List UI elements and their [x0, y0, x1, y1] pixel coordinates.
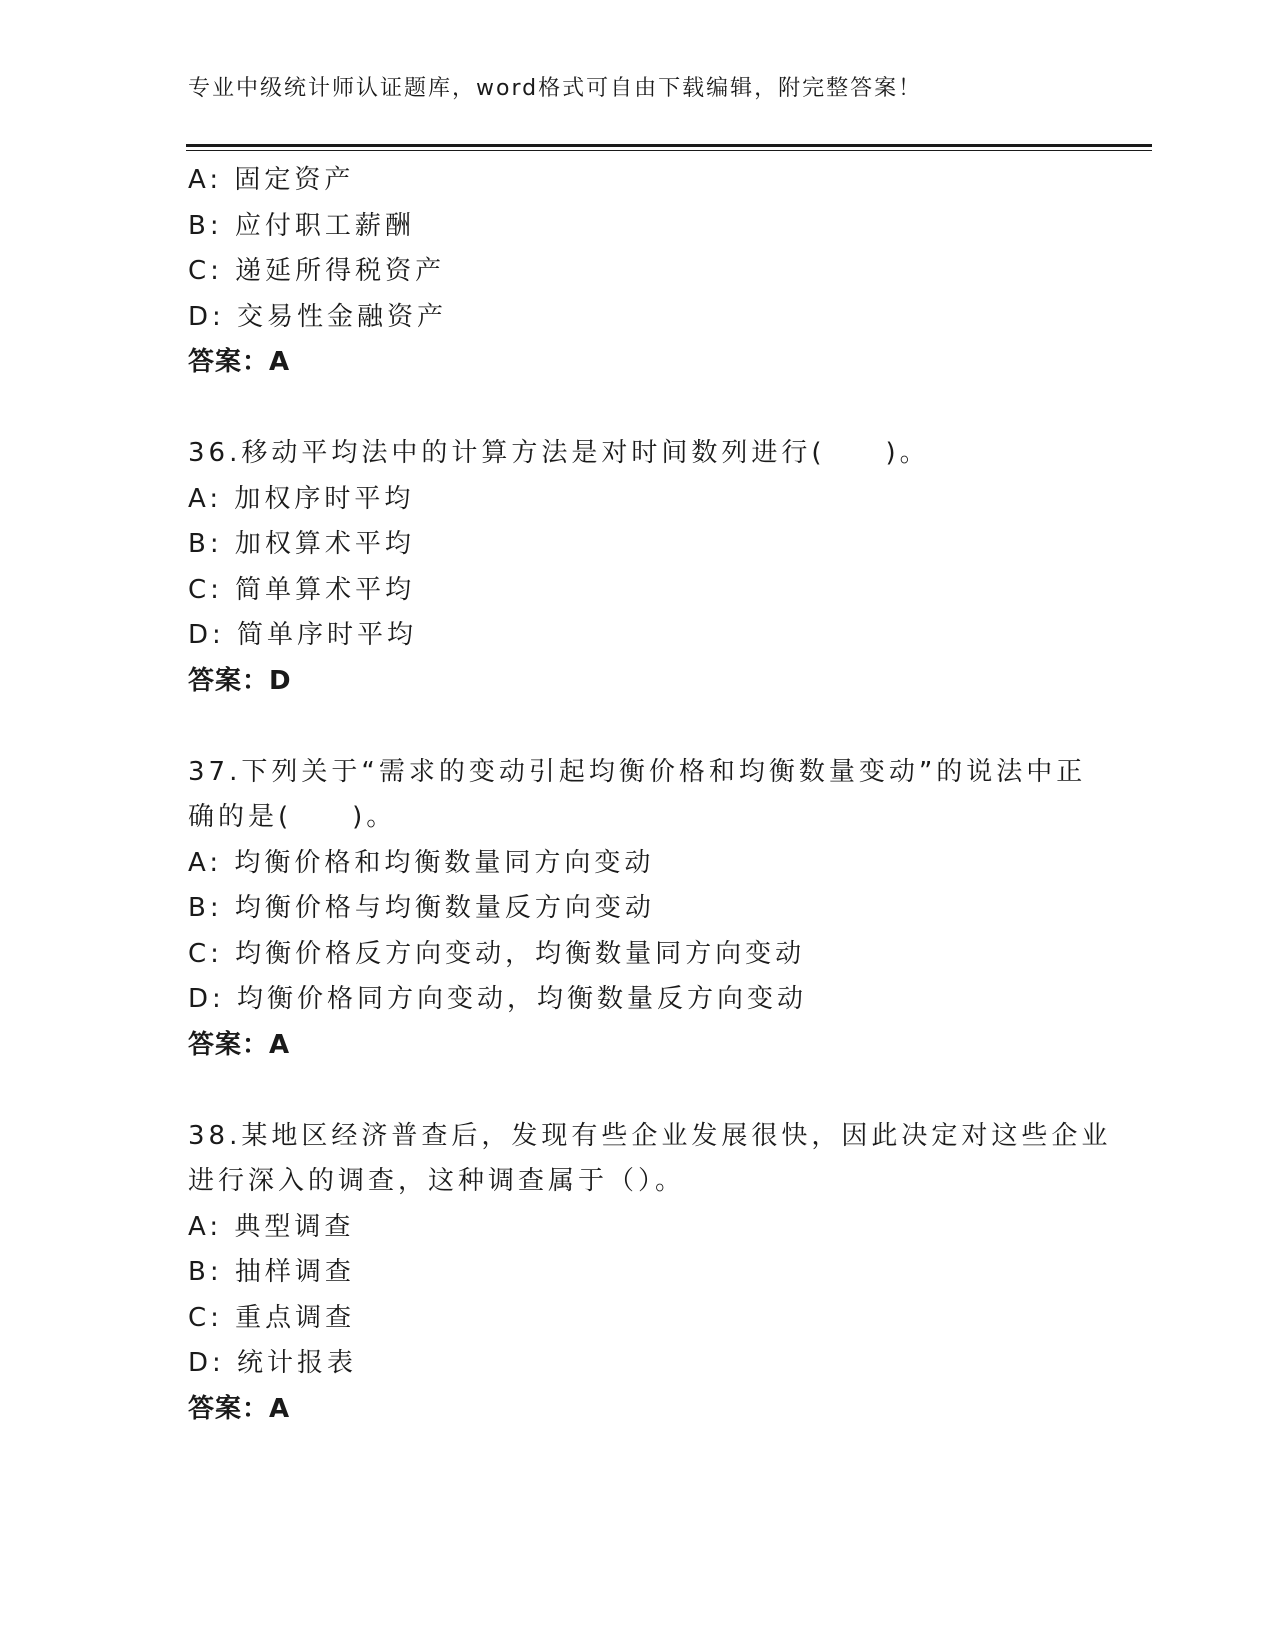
- option-d: D: 均衡价格同方向变动，均衡数量反方向变动: [188, 984, 808, 1014]
- question-38: [188, 1114, 1112, 1433]
- option-c: C: 简单算术平均: [188, 574, 416, 605]
- option-d: D: 交易性金融资产: [188, 301, 448, 332]
- question-37: [188, 750, 1088, 1069]
- option-c: C: 均衡价格反方向变动，均衡数量同方向变动: [188, 938, 806, 969]
- header-rule-thick: [186, 144, 1152, 147]
- answer-label: 答案：A: [188, 347, 291, 377]
- option-b: B: 抽样调查: [188, 1257, 355, 1287]
- question-stem-line-1: 38.某地区经济普查后，发现有些企业发展很快，因此决定对这些企业: [188, 1120, 1112, 1151]
- question-stem: 36.移动平均法中的计算方法是对时间数列进行( )。: [188, 438, 930, 468]
- answer-label: 答案：D: [188, 665, 292, 696]
- question-stem-line-2: 进行深入的调查，这种调查属于（）。: [188, 1166, 686, 1196]
- question-36: [188, 431, 1088, 704]
- option-d: D: 简单序时平均: [188, 620, 418, 650]
- option-a: A: 均衡价格和均衡数量同方向变动: [188, 847, 655, 878]
- option-c: C: 重点调查: [188, 1302, 356, 1333]
- option-a: A: 典型调查: [188, 1211, 355, 1242]
- page-header: 专业中级统计师认证题库，word格式可自由下载编辑，附完整答案！: [188, 76, 923, 101]
- question-stem-line-1: 37.下列关于“需求的变动引起均衡价格和均衡数量变动”的说法中正: [188, 756, 1087, 787]
- option-c: C: 递延所得税资产: [188, 256, 446, 286]
- answer-label: 答案：A: [188, 1393, 291, 1424]
- option-b: B: 均衡价格与均衡数量反方向变动: [188, 893, 655, 923]
- option-b: B: 应付职工薪酬: [188, 210, 415, 241]
- answer-label: 答案：A: [188, 1029, 291, 1060]
- option-a: A: 加权序时平均: [188, 483, 415, 514]
- question-35: [188, 158, 1088, 386]
- question-list: [188, 158, 1112, 1432]
- option-b: B: 加权算术平均: [188, 529, 415, 559]
- header-rule-thin: [186, 150, 1152, 151]
- option-a: A: 固定资产: [188, 165, 355, 195]
- question-stem-line-2: 确的是( )。: [188, 802, 397, 832]
- option-d: D: 统计报表: [188, 1348, 358, 1378]
